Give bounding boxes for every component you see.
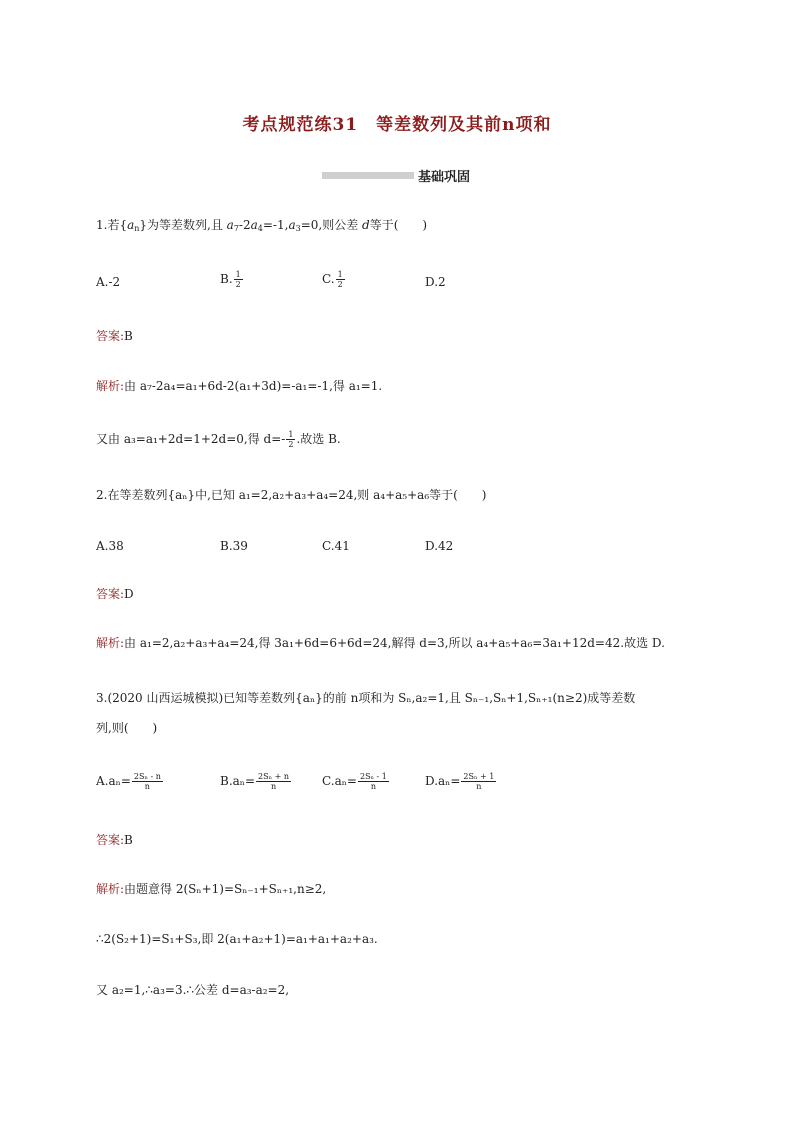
q1-stem: 1.若$\{a_n\}$为等差数列,且 $a_7-2a_4=-1,a_3=0$,则公差 d等于( ) <box>96 218 428 233</box>
q3-stem-line2: 列,则( ) <box>96 721 158 735</box>
q3-solution-line2: ∴2(S₂+1)=S₁+S₃,即 2(a₁+a₂+1)=a₁+a₁+a₂+a₃. <box>96 932 378 946</box>
q1-option-a: A.-2 <box>96 275 121 289</box>
q3-answer: 答案:B <box>96 833 133 847</box>
title-part2: 等差数列及其前n项和 <box>376 115 552 135</box>
q1-option-c: C. $\frac{1}{2}$ <box>322 270 343 289</box>
section-bar <box>322 172 414 179</box>
section-label: 基础巩固 <box>418 169 471 185</box>
q1-option-b: B. $\frac{1}{2}$ <box>220 270 241 289</box>
q3-option-c: C.aₙ= $\frac{\text{2Sₙ - 1}}{n}$ <box>322 772 387 791</box>
q2-stem: 2.在等差数列{aₙ}中,已知 a₁=2,a₂+a₃+a₄=24,则 a₄+a₅+a₆等于( ) <box>96 488 487 502</box>
q2-option-b: B.39 <box>220 539 248 553</box>
q1-answer: 答案:B <box>96 329 133 343</box>
q1-solution-line1: 解析:由 a₇-2a₄=a₁+6d-2(a₁+3d)=-a₁=-1,得 a₁=1. <box>96 379 383 393</box>
q3-solution-line1: 解析:由题意得 2(Sₙ+1)=Sₙ₋₁+Sₙ₊₁,n≥2, <box>96 882 327 896</box>
q1-solution-line2: 又由 a₃=a₁+2d=1+2d=0,得 d=- $\frac{1}{2}$ .故选 B. <box>96 430 341 449</box>
q2-option-c: C.41 <box>322 539 350 553</box>
q3-option-d: D.aₙ= $\frac{\text{2Sₙ + 1}}{n}$ <box>425 772 495 791</box>
q2-solution: 解析:由 a₁=2,a₂+a₃+a₄=24,得 3a₁+6d=6+6d=24,解得 d=3,所以 a₄+a₅+a₆=3a₁+12d=42.故选 D. <box>96 636 665 650</box>
q2-option-d: D.42 <box>425 539 454 553</box>
q3-option-b: B.aₙ= $\frac{\text{2Sₙ + n}}{n}$ <box>220 772 290 791</box>
page-title <box>0 110 794 135</box>
q3-stem-line1: 3.(2020 山西运城模拟)已知等差数列{aₙ}的前 n项和为 Sₙ,a₂=1,且 Sₙ₋₁,Sₙ+1,Sₙ₊₁(n≥2)成等差数 <box>96 691 636 705</box>
q2-option-a: A.38 <box>96 539 124 553</box>
title-part1: 考点规范练31 <box>242 115 359 135</box>
q3-option-a: A.aₙ= $\frac{\text{2Sₙ - n}}{n}$ <box>96 772 161 791</box>
section-header <box>322 166 470 184</box>
q1-option-d: D.2 <box>425 275 446 289</box>
q2-answer: 答案:D <box>96 587 134 601</box>
q3-solution-line3: 又 a₂=1,∴a₃=3.∴公差 d=a₃-a₂=2, <box>96 983 290 997</box>
